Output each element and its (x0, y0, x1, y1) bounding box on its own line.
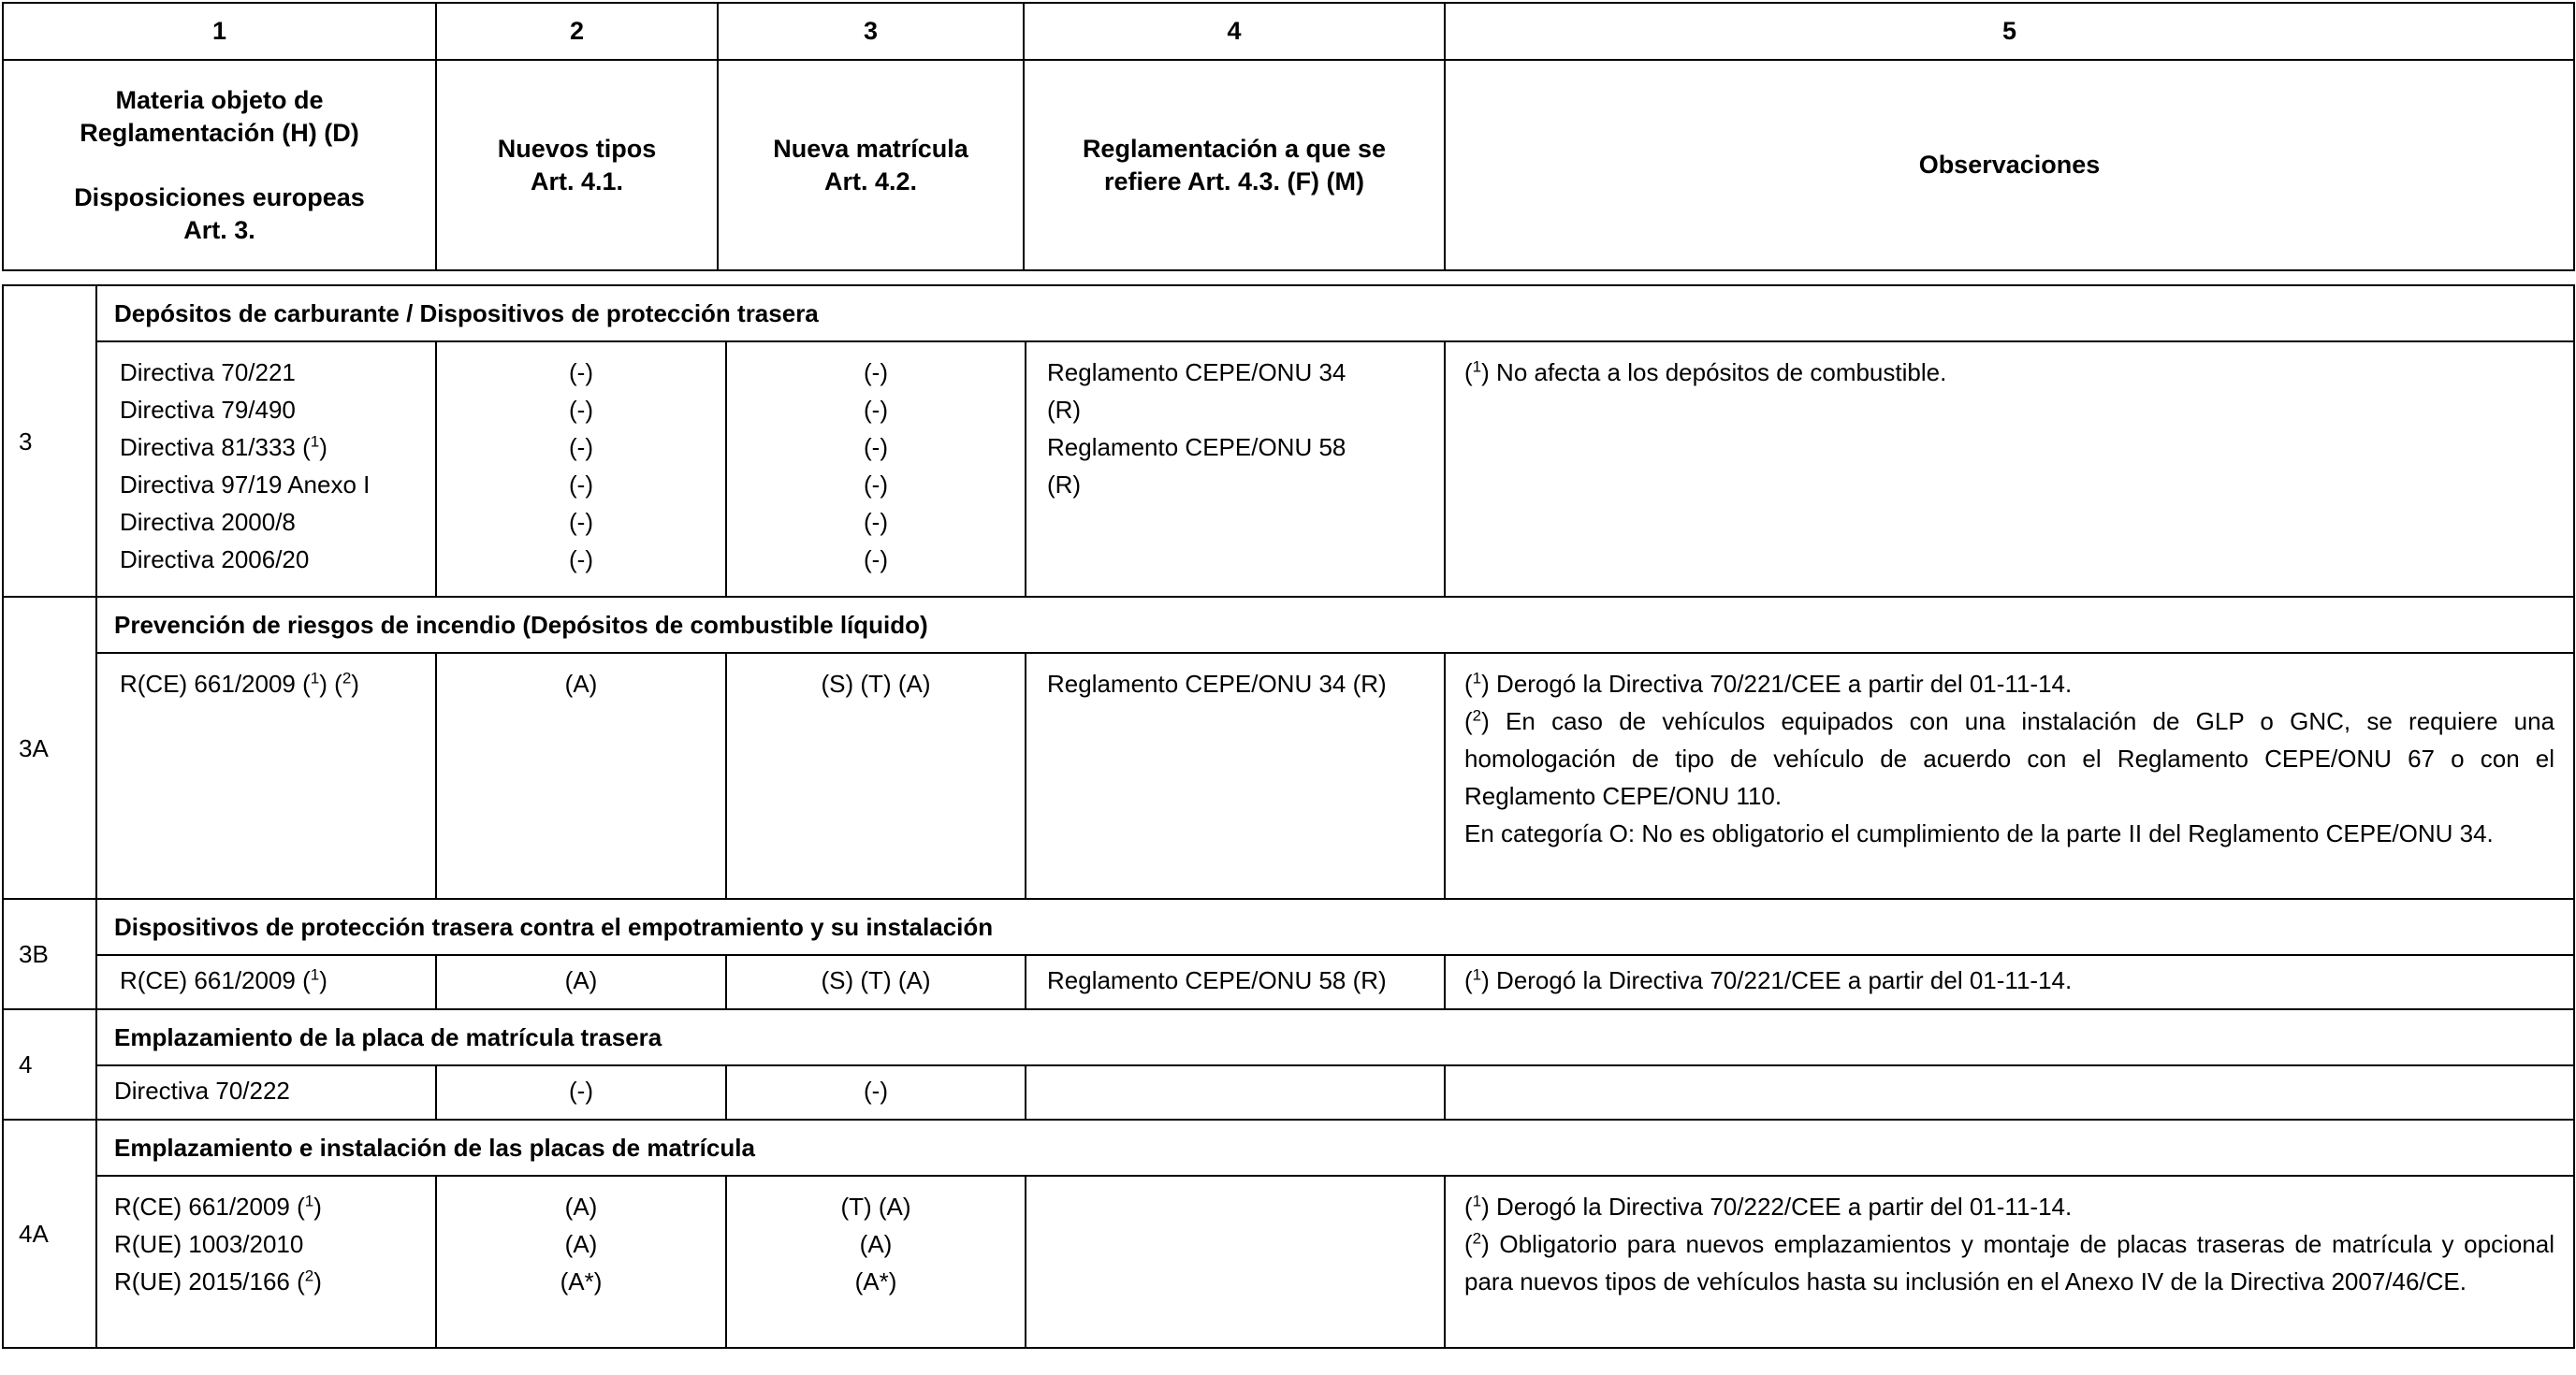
regulation-reference-cell (1026, 653, 1445, 899)
new-registration-value: (-) (864, 1077, 888, 1105)
new-registration-cell (726, 955, 1026, 1009)
new-types-value: (-) (569, 358, 593, 386)
provision-item: Directiva 2006/20 (120, 545, 310, 573)
eu-provisions-cell (96, 955, 436, 1009)
regulation-reference: Reglamento CEPE/ONU 58 (1047, 433, 1346, 461)
section-code: 3A (3, 597, 96, 899)
new-types-value: (-) (569, 433, 593, 461)
eu-provisions-cell (96, 1176, 436, 1348)
new-registration-value: (-) (864, 470, 888, 499)
new-registration-cell (726, 653, 1026, 899)
new-registration-value: (-) (864, 358, 888, 386)
col1-title-line4: Art. 3. (183, 215, 255, 244)
new-registration-value: (S) (T) (A) (821, 966, 931, 994)
new-registration-value: (-) (864, 433, 888, 461)
regulation-reference: Reglamento CEPE/ONU 34 (R) (1047, 670, 1387, 698)
observations-cell (1445, 341, 2574, 597)
eu-provisions-cell (96, 653, 436, 899)
regulation-table (2, 284, 2575, 1349)
observation-note: ($^1$) No afecta a los depósitos de combustible. (1464, 357, 1947, 386)
col4-title-line2: refiere Art. 4.3. (F) (M) (1103, 166, 1365, 195)
col4-title-line1: Reglamentación a que se (1082, 134, 1387, 163)
col-number-4: 4 (1024, 3, 1445, 60)
col1-title-line2: Reglamentación (H) (D) (80, 118, 359, 147)
new-registration-value: (-) (864, 396, 888, 424)
section-content-row (3, 341, 2574, 597)
new-types-value: (A) (564, 1230, 598, 1258)
section-content-row (3, 1065, 2574, 1120)
col5-header: Observaciones (1445, 60, 2574, 270)
new-types-value: (-) (569, 470, 593, 499)
new-types-value: (-) (569, 1077, 593, 1105)
new-registration-value: (-) (864, 545, 888, 573)
section-code: 3 (3, 285, 96, 597)
section-title: Emplazamiento e instalación de las placas de matrícula (96, 1120, 2574, 1176)
col-number-1: 1 (3, 3, 436, 60)
header-table (2, 2, 2575, 271)
provision-item: R(UE) 1003/2010 (114, 1230, 304, 1258)
col2-title-line1: Nuevos tipos (497, 134, 657, 163)
col3-title-line2: Art. 4.2. (823, 166, 918, 195)
column-title-row (3, 60, 2574, 270)
provision-item: Directiva 70/222 (114, 1077, 290, 1105)
provision-item: Directiva 97/19 Anexo I (120, 470, 371, 499)
section-content-row (3, 955, 2574, 1009)
observations-cell (1445, 1065, 2574, 1120)
observations-cell (1445, 1176, 2574, 1348)
provision-item: R(CE) 661/2009 ($^1$) (120, 965, 327, 994)
new-registration-value: (A*) (854, 1267, 897, 1295)
observations-cell (1445, 653, 2574, 899)
observation-note: ($^1$) Derogó la Directiva 70/222/CEE a partir del 01-11-14. (1464, 1192, 2073, 1221)
new-types-cell (436, 955, 726, 1009)
new-types-value: (A*) (560, 1267, 603, 1295)
new-registration-value: (T) (A) (840, 1193, 911, 1221)
observation-note: En categoría O: No es obligatorio el cumplimiento de la parte II del Reglamento CEPE/ONU 34. (1464, 819, 2494, 847)
section-title: Depósitos de carburante / Dispositivos de protección trasera (96, 285, 2574, 341)
new-types-value: (A) (564, 670, 598, 698)
new-types-cell (436, 341, 726, 597)
col1-title-line3: Disposiciones europeas (74, 182, 365, 211)
col1-title-line1: Materia objeto de (115, 85, 324, 114)
new-registration-value: (S) (T) (A) (821, 670, 931, 698)
section-title: Dispositivos de protección trasera contra el empotramiento y su instalación (96, 899, 2574, 955)
section-title-row (3, 1009, 2574, 1065)
provision-item: Directiva 79/490 (120, 396, 296, 424)
section-title-row (3, 597, 2574, 653)
new-types-cell (436, 1065, 726, 1120)
provision-item: Directiva 81/333 ($^1$) (120, 432, 327, 461)
col-number-2: 2 (436, 3, 718, 60)
regulation-reference: (R) (1047, 470, 1082, 499)
section-code: 4 (3, 1009, 96, 1120)
observation-note: ($^2$) En caso de vehículos equipados con una instalación de GLP o GNC, se requiere una homologación de tipo de vehículo de acuerdo con el Reglamento CEPE/ONU 67 o con el Reglamento CEPE/ONU 110. (1464, 706, 2555, 810)
section-title-row (3, 285, 2574, 341)
col2-title-line2: Art. 4.1. (530, 166, 624, 195)
col3-header (718, 60, 1024, 270)
provision-item: R(UE) 2015/166 ($^2$) (114, 1266, 322, 1295)
new-types-value: (-) (569, 396, 593, 424)
section-code: 3B (3, 899, 96, 1009)
new-registration-value: (-) (864, 508, 888, 536)
observation-note: ($^2$) Obligatorio para nuevos emplazamientos y montaje de placas traseras de matrícula y opcional para nuevos tipos de vehículos hasta su inclusión en el Anexo IV de la Directiva 2007/46/CE. (1464, 1229, 2555, 1295)
eu-provisions-cell (96, 341, 436, 597)
regulation-reference-cell (1026, 1065, 1445, 1120)
regulation-reference-cell (1026, 955, 1445, 1009)
col2-header (436, 60, 718, 270)
provision-item: Directiva 2000/8 (120, 508, 296, 536)
section-title-row (3, 899, 2574, 955)
section-title: Prevención de riesgos de incendio (Depósitos de combustible líquido) (96, 597, 2574, 653)
new-types-value: (-) (569, 508, 593, 536)
observations-cell (1445, 955, 2574, 1009)
section-content-row (3, 1176, 2574, 1348)
provision-item: R(CE) 661/2009 ($^1$) ($^2$) (120, 669, 359, 698)
new-registration-value: (A) (859, 1230, 893, 1258)
regulation-reference-cell (1026, 341, 1445, 597)
regulation-reference: (R) (1047, 396, 1082, 424)
new-types-cell (436, 653, 726, 899)
column-number-row (3, 3, 2574, 60)
provision-item: Directiva 70/221 (120, 358, 296, 386)
observation-note: ($^1$) Derogó la Directiva 70/221/CEE a partir del 01-11-14. (1464, 965, 2073, 994)
new-registration-cell (726, 1065, 1026, 1120)
col4-header (1024, 60, 1445, 270)
regulation-reference: Reglamento CEPE/ONU 58 (R) (1047, 966, 1387, 994)
col3-title-line1: Nueva matrícula (773, 134, 968, 163)
regulation-reference-cell (1026, 1176, 1445, 1348)
new-registration-cell (726, 341, 1026, 597)
new-types-value: (A) (564, 1193, 598, 1221)
new-types-cell (436, 1176, 726, 1348)
new-types-value: (-) (569, 545, 593, 573)
section-title-row (3, 1120, 2574, 1176)
new-types-value: (A) (564, 966, 598, 994)
provision-item: R(CE) 661/2009 ($^1$) (114, 1192, 322, 1221)
regulation-reference: Reglamento CEPE/ONU 34 (1047, 358, 1346, 386)
col1-header (3, 60, 436, 270)
col-number-5: 5 (1445, 3, 2574, 60)
section-code: 4A (3, 1120, 96, 1348)
eu-provisions-cell (96, 1065, 436, 1120)
observation-note: ($^1$) Derogó la Directiva 70/221/CEE a partir del 01-11-14. (1464, 669, 2073, 698)
section-content-row (3, 653, 2574, 899)
section-title: Emplazamiento de la placa de matrícula trasera (96, 1009, 2574, 1065)
col-number-3: 3 (718, 3, 1024, 60)
new-registration-cell (726, 1176, 1026, 1348)
